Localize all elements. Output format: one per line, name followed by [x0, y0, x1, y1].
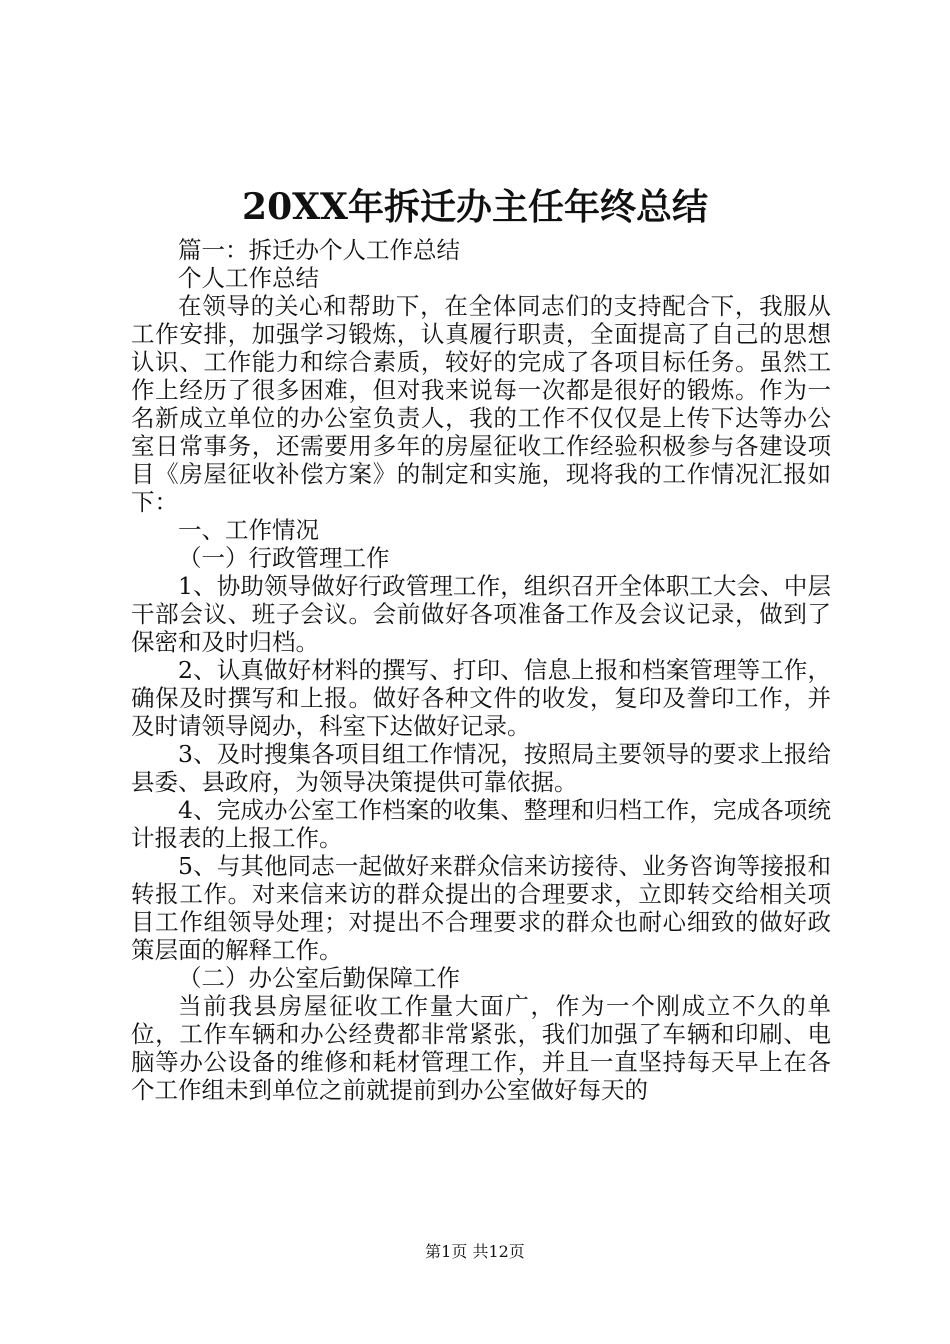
body-paragraph: 在领导的关心和帮助下，在全体同志们的支持配合下，我服从工作安排，加强学习锻炼，认真履行职责，全面提高了自己的思想认识、工作能力和综合素质，较好的完成了各项目标任务。虽然工作上经历了很多困难，但对我来说每一次都是很好的锻炼。作为一名新成立单位的办公室负责人，我的工作不仅仅是上传下达等办公室日常事务，还需要用多年的房屋征收工作经验积极参与各建设项目《房屋征收补偿方案》的制定和实施，现将我的工作情况汇报如下：: [131, 292, 831, 516]
sub-heading: （一）行政管理工作: [178, 544, 390, 572]
sub-heading: 个人工作总结: [178, 264, 319, 292]
sub-heading: （二）办公室后勤保障工作: [178, 964, 460, 992]
document-title: 20XX年拆迁办主任年终总结: [242, 186, 708, 228]
body-paragraph: 5、与其他同志一起做好来群众信来访接待、业务咨询等接报和转报工作。对来信来访的群众提出的合理要求，立即转交给相关项目工作组领导处理；对提出不合理要求的群众也耐心细致的做好政策层面的解释工作。: [131, 852, 831, 964]
section-heading: 篇一：拆迁办个人工作总结: [178, 236, 460, 264]
body-paragraph: 4、完成办公室工作档案的收集、整理和归档工作，完成各项统计报表的上报工作。: [131, 796, 831, 852]
body-paragraph: 2、认真做好材料的撰写、打印、信息上报和档案管理等工作，确保及时撰写和上报。做好各种文件的收发，复印及誊印工作，并及时请领导阅办，科室下达做好记录。: [131, 656, 831, 740]
section-heading: 一、工作情况: [178, 516, 319, 544]
body-paragraph: 3、及时搜集各项目组工作情况，按照局主要领导的要求上报给县委、县政府，为领导决策提供可靠依据。: [131, 740, 831, 796]
body-paragraph: 当前我县房屋征收工作量大面广，作为一个刚成立不久的单位，工作车辆和办公经费都非常紧张，我们加强了车辆和印刷、电脑等办公设备的维修和耗材管理工作，并且一直坚持每天早上在各个工作组未到单位之前就提前到办公室做好每天的: [131, 992, 831, 1104]
body-paragraph: 1、协助领导做好行政管理工作，组织召开全体职工大会、中层干部会议、班子会议。会前做好各项准备工作及会议记录，做到了保密和及时归档。: [131, 572, 831, 656]
page-number-footer: 第1页 共12页: [425, 1242, 525, 1261]
document-body: [131, 236, 831, 1104]
